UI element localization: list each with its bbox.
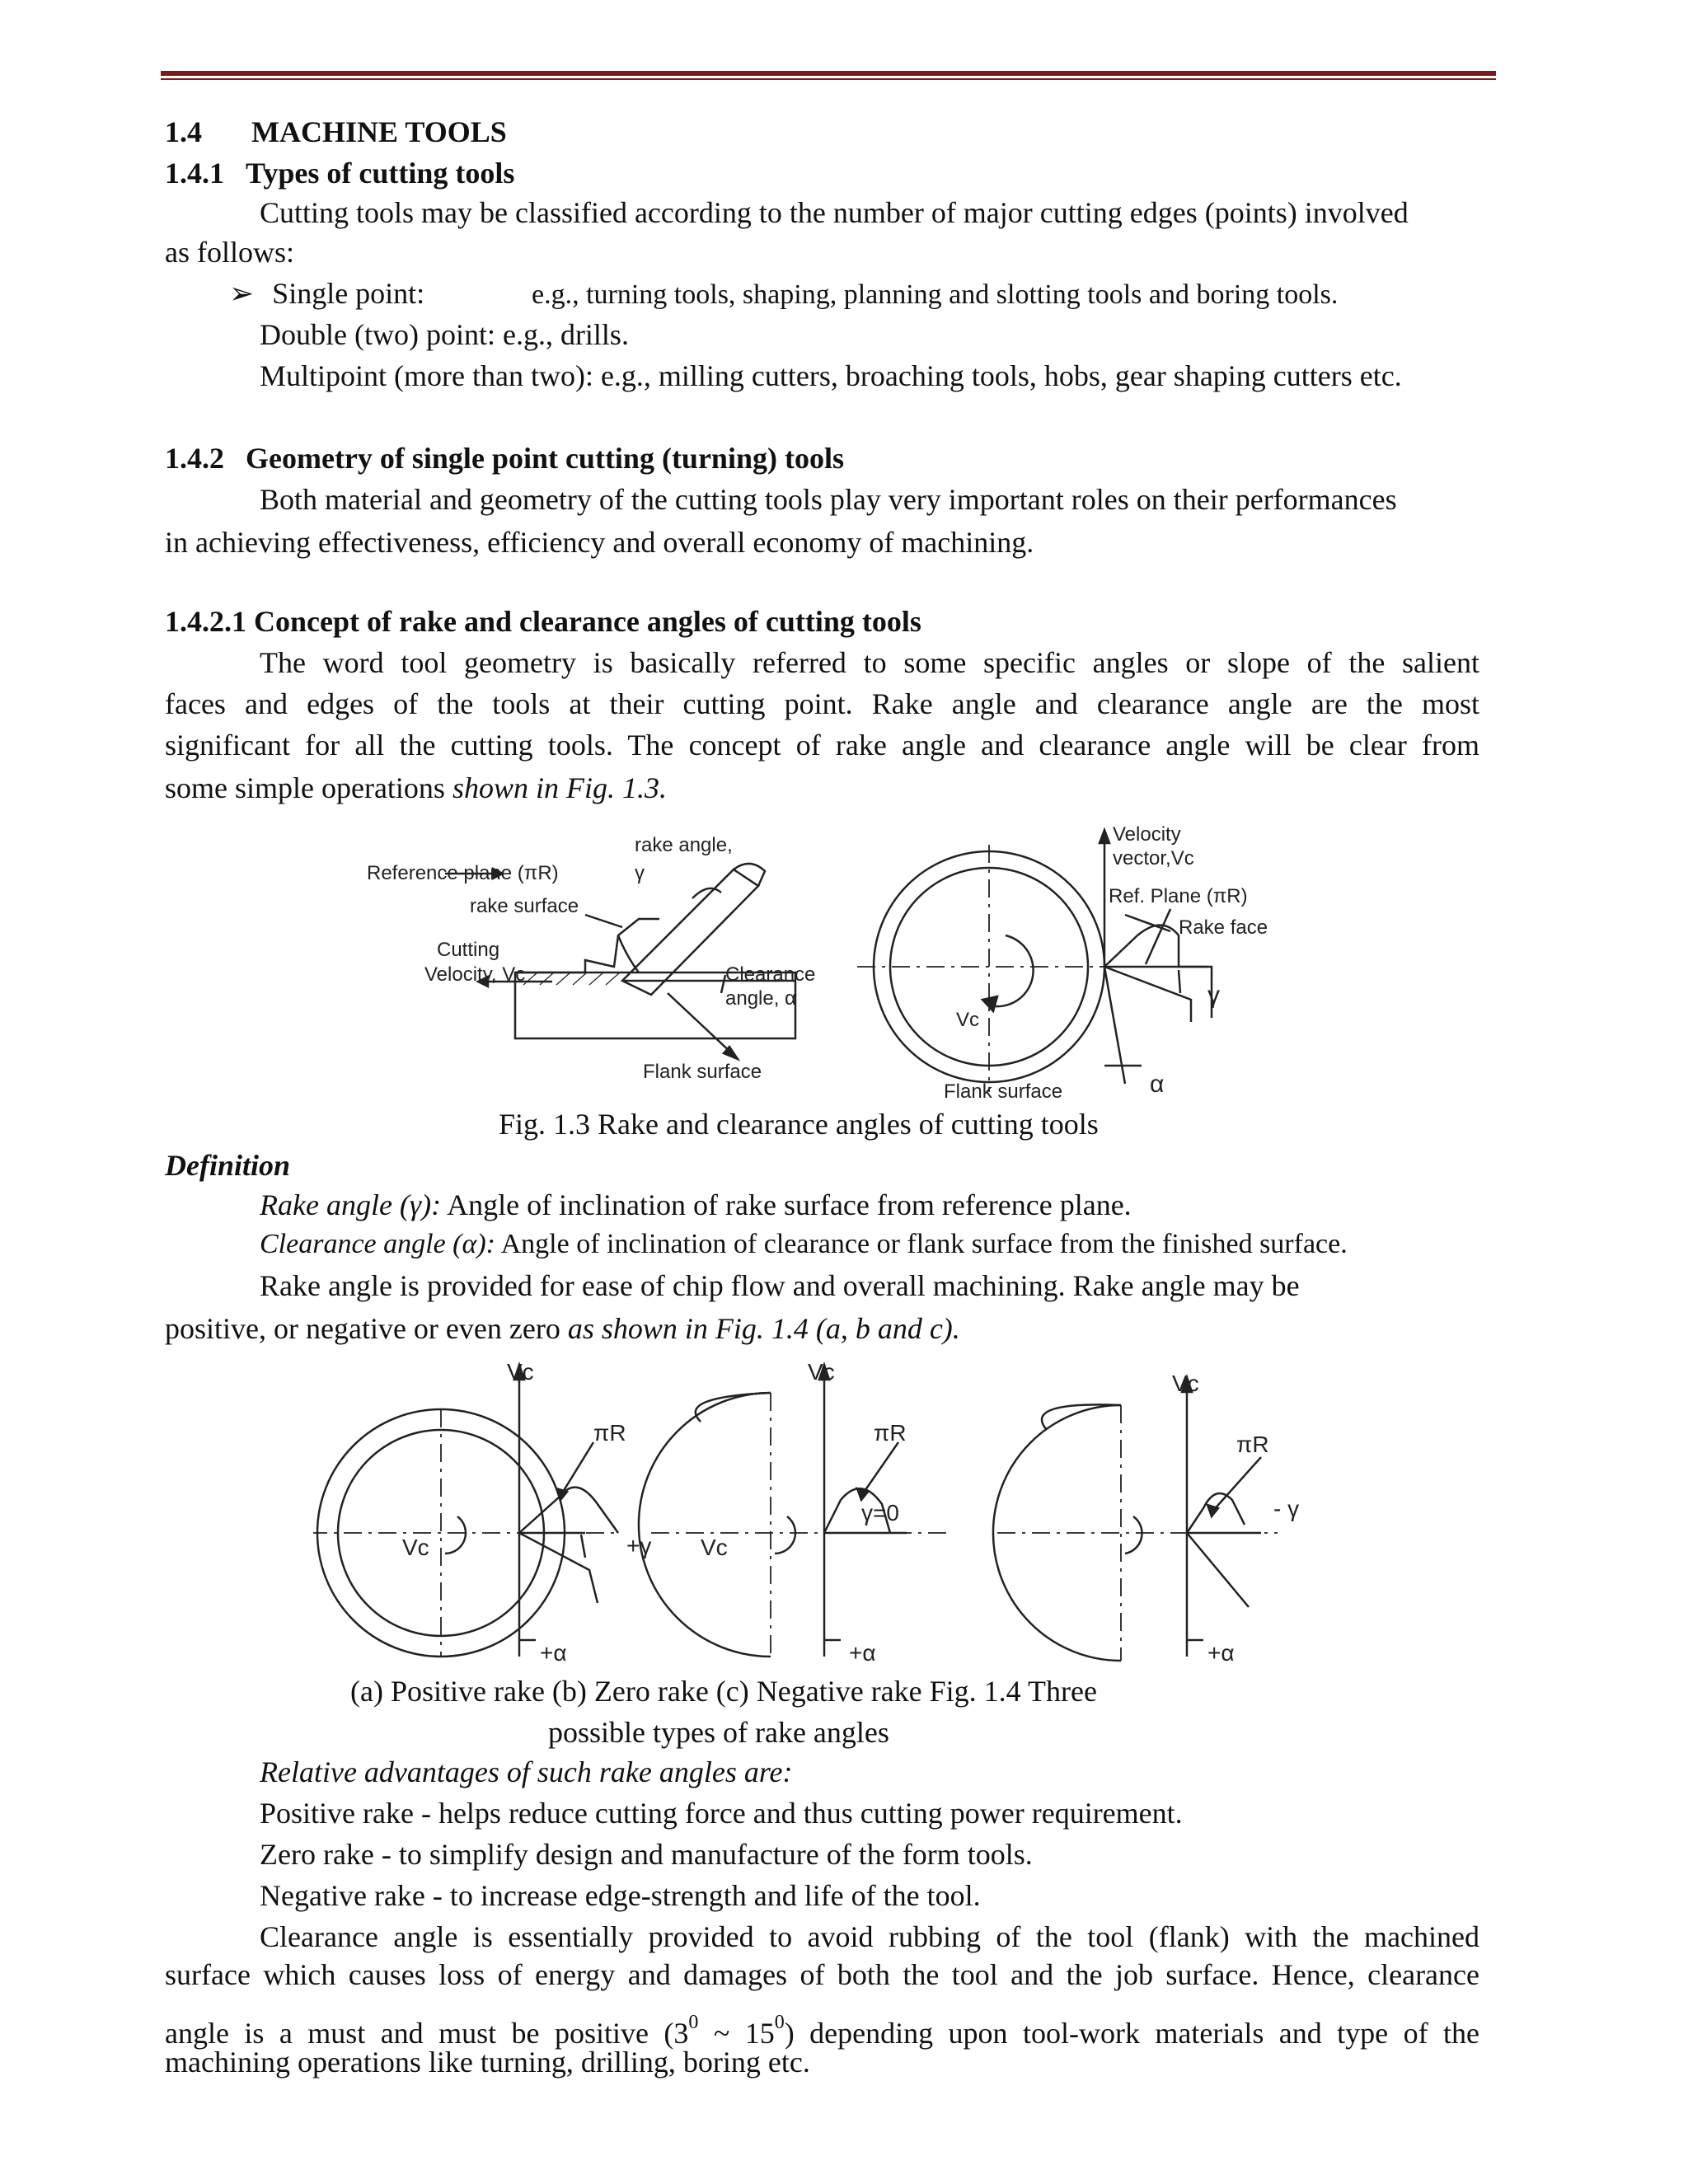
label-clearance: Clearance (725, 963, 816, 986)
paragraph-line: as follows: (165, 236, 294, 269)
definition-rake-angle: Rake angle (γ): Angle of inclination of rake surface from reference plane. (260, 1188, 1132, 1221)
paragraph-line: The word tool geometry is basically referred to some specific angles or slope of the salient (260, 646, 1479, 679)
paragraph-line: Cutting tools may be classified according to the number of major cutting edges (points) involved (260, 196, 1409, 229)
advantage-zero-rake: Zero rake - to simplify design and manufacture of the form tools. (260, 1838, 1033, 1871)
paragraph-line: surface which causes loss of energy and damages of both the tool and the job surface. Hence, clearance (165, 1958, 1479, 1991)
label-vc: Vc (956, 1009, 980, 1031)
label-pi-r-c: πR (1236, 1432, 1269, 1457)
figure-caption-1-4-line1: (a) Positive rake (b) Zero rake (c) Negative rake Fig. 1.4 Three (350, 1675, 1097, 1708)
fig-1-4-diagram (313, 1360, 1352, 1665)
paragraph-line: in achieving effectiveness, efficiency and overall economy of machining. (165, 526, 1034, 559)
paragraph-line: significant for all the cutting tools. The concept of rake angle and clearance angle will be clear from (165, 729, 1479, 762)
definition-heading: Definition (165, 1149, 291, 1182)
label-minus-gamma: - γ (1273, 1496, 1300, 1521)
label-pi-r-b: πR (874, 1420, 907, 1446)
label-gamma: γ (635, 862, 645, 884)
label-cutting: Cutting (437, 939, 500, 961)
label-ref-plane: Ref. Plane (πR) (1109, 885, 1248, 907)
advantage-negative-rake: Negative rake - to increase edge-strength and life of the tool. (260, 1879, 981, 1912)
label-rake-surface: rake surface (470, 895, 579, 917)
label-rake-face: Rake face (1179, 916, 1268, 939)
paragraph-line-with-superscripts: angle is a must and must be positive ($3^0$ ~ $15^0$) depending upon tool-work materials and type of the (165, 2012, 1479, 2050)
fig-1-3-diagram (346, 820, 1335, 1104)
section-heading-1-4-1: 1.4.1 Types of cutting tools (165, 157, 515, 190)
paragraph-line: Rake angle is provided for ease of chip flow and overall machining. Rake angle may be (260, 1269, 1300, 1302)
label-vc-c: Vc (1172, 1371, 1199, 1396)
paragraph-line: faces and edges of the tools at their cutting point. Rake angle and clearance angle are the most (165, 687, 1479, 720)
label-clearance-angle: angle, α (725, 987, 796, 1010)
label-vc-a-center: Vc (402, 1535, 429, 1560)
label-vc-b-center: Vc (701, 1535, 728, 1560)
label-vc-b: Vc (808, 1360, 835, 1385)
label-reference-plane: Reference plane (πR) (367, 862, 559, 884)
section-heading-1-4: 1.4 MACHINE TOOLS (165, 115, 507, 148)
list-item-single-point-text: e.g., turning tools, shaping, planning and slotting tools and boring tools. (532, 279, 1339, 310)
label-gamma-right: γ (1207, 982, 1220, 1009)
label-alpha-right: α (1150, 1071, 1165, 1098)
paragraph-line: machining operations like turning, drilling, boring etc. (165, 2046, 810, 2079)
section-heading-1-4-2-1: 1.4.2.1 Concept of rake and clearance angles of cutting tools (165, 605, 921, 638)
tool-end (734, 864, 765, 886)
figure-caption-1-4-line2: possible types of rake angles (548, 1716, 889, 1749)
list-item-multipoint: Multipoint (more than two): e.g., milling cutters, broaching tools, hobs, gear shaping cutters etc. (260, 359, 1402, 392)
label-rake-angle: rake angle, (635, 834, 733, 856)
label-plus-alpha-c: +α (1207, 1640, 1235, 1665)
label-vector-vc: vector,Vc (1113, 847, 1194, 869)
paragraph-line: some simple operations shown in Fig. 1.3. (165, 771, 667, 804)
paragraph-line: Both material and geometry of the cutting tools play very important roles on their performances (260, 483, 1397, 516)
label-pi-r-a: πR (593, 1420, 626, 1446)
figure-caption-1-3: Fig. 1.3 Rake and clearance angles of cutting tools (499, 1108, 1099, 1141)
paragraph-line: positive, or negative or even zero as shown in Fig. 1.4 (a, b and c). (165, 1312, 960, 1345)
label-velocity-vc: Velocity, Vc (424, 963, 526, 986)
label-velocity: Velocity (1113, 823, 1181, 846)
advantage-positive-rake: Positive rake - helps reduce cutting force and thus cutting power requirement. (260, 1797, 1183, 1830)
header-rule-thin (161, 78, 1496, 80)
label-flank-surface-right: Flank surface (944, 1080, 1063, 1103)
list-item-single-point: ➢ Single point: (229, 277, 425, 310)
label-vc-a: Vc (507, 1360, 534, 1385)
paragraph-line: Clearance angle is essentially provided to avoid rubbing of the tool (flank) with the machined (260, 1920, 1479, 1953)
label-plus-alpha-b: +α (849, 1640, 876, 1665)
advantages-heading: Relative advantages of such rake angles are: (260, 1755, 793, 1788)
label-plus-alpha-a: +α (540, 1640, 567, 1665)
bullet-arrow-icon: ➢ (229, 277, 255, 310)
definition-clearance-angle: Clearance angle (α): Angle of inclination of clearance or flank surface from the finished surface. (260, 1229, 1348, 1259)
header-rule (161, 71, 1496, 76)
label-gamma-zero: γ=0 (861, 1500, 899, 1526)
label-flank-surface: Flank surface (643, 1061, 762, 1083)
label-plus-gamma: +γ (626, 1533, 652, 1558)
list-item-double-point: Double (two) point: e.g., drills. (260, 318, 629, 351)
section-heading-1-4-2: 1.4.2 Geometry of single point cutting (turning) tools (165, 442, 844, 475)
